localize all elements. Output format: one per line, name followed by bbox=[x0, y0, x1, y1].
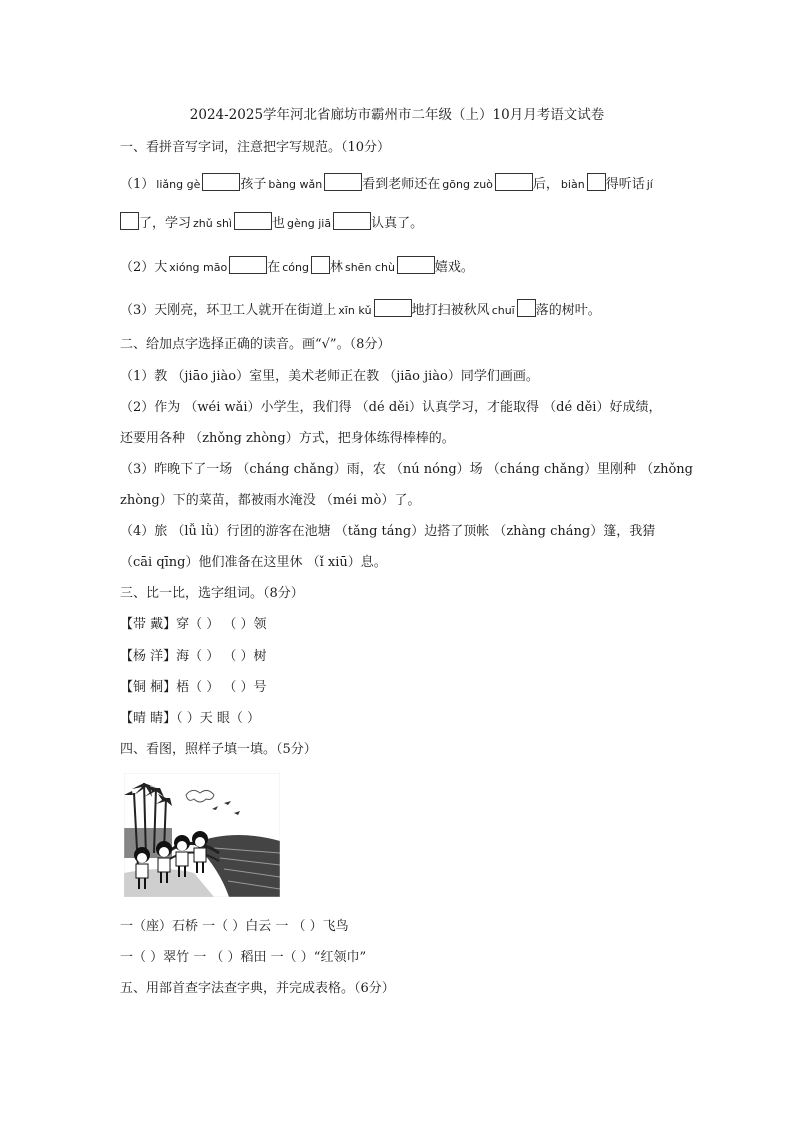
s3-row-2: 【杨 洋】海（ ） （ ）树 bbox=[120, 649, 267, 664]
text: 后， bbox=[532, 177, 559, 192]
s1-question-3 bbox=[120, 299, 601, 318]
text: 嬉戏。 bbox=[434, 260, 474, 275]
text: 认真了。 bbox=[371, 216, 424, 231]
writing-grid-2[interactable] bbox=[397, 256, 435, 274]
text: 落的树叶。 bbox=[535, 303, 601, 318]
writing-grid-2[interactable] bbox=[202, 173, 240, 191]
writing-grid-2[interactable] bbox=[495, 173, 533, 191]
writing-grid-2[interactable] bbox=[333, 212, 371, 230]
pinyin: gōng zuò bbox=[442, 178, 493, 191]
pinyin: chuī bbox=[491, 304, 515, 317]
pinyin: gèng jiā bbox=[287, 217, 332, 230]
writing-grid-1[interactable] bbox=[120, 212, 139, 230]
s4-row-1: 一（座）石桥 一（ ）白云 一 （ ）飞鸟 bbox=[120, 919, 349, 934]
exam-title: 2024-2025学年河北省廊坊市霸州市二年级（上）10月月考语文试卷 bbox=[189, 107, 605, 123]
pinyin: shēn chù bbox=[344, 261, 395, 274]
pinyin: zhǔ shì bbox=[193, 217, 232, 230]
s1-question-1b bbox=[120, 212, 423, 231]
s1-question-1a bbox=[120, 173, 655, 192]
pinyin: xióng māo bbox=[169, 261, 228, 274]
s1-question-2 bbox=[120, 256, 474, 275]
writing-grid-2[interactable] bbox=[324, 173, 362, 191]
pinyin: cóng bbox=[282, 261, 309, 274]
s3-row-3: 【铜 桐】梧（ ） （ ）号 bbox=[120, 680, 267, 695]
s2-line-3: 还要用各种 （zhǒng zhòng）方式，把身体练得棒棒的。 bbox=[120, 431, 455, 446]
scene-illustration bbox=[124, 773, 280, 897]
s2-line-7: （cāi qīng）他们准备在这里休 （ǐ xiū）息。 bbox=[120, 555, 387, 570]
s3-row-4: 【晴 睛】（ ）天 眼（ ） bbox=[120, 711, 261, 726]
s2-line-1: （1）教 （jiāo jiào）室里，美术老师正在教 （jiāo jiào）同学们画画。 bbox=[120, 369, 539, 384]
section-2-heading: 二、给加点字选择正确的读音。画“√”。（8分） bbox=[120, 337, 391, 352]
pinyin: biàn bbox=[560, 178, 585, 191]
s4-row-2: 一（ ）翠竹 一 （ ）稻田 一（ ）“红领巾” bbox=[120, 950, 367, 965]
writing-grid-1[interactable] bbox=[517, 299, 536, 317]
writing-grid-2[interactable] bbox=[234, 212, 272, 230]
s2-line-5: zhòng）下的菜苗，都被雨水淹没 （méi mò）了。 bbox=[120, 493, 421, 508]
text: 了，学习 bbox=[139, 216, 192, 231]
q-number: （1） bbox=[120, 177, 155, 192]
s2-line-6: （4）旅 （lǚ lǜ）行团的游客在池塘 （tǎng táng）边搭了顶帐 （zhàng cháng）篷，我猜 bbox=[120, 524, 656, 539]
writing-grid-2[interactable] bbox=[374, 299, 412, 317]
writing-grid-2[interactable] bbox=[229, 256, 267, 274]
section-5-heading: 五、用部首查字法查字典，并完成表格。（6分） bbox=[120, 981, 395, 996]
text: 也 bbox=[272, 216, 286, 231]
writing-grid-1[interactable] bbox=[311, 256, 330, 274]
s2-line-2: （2）作为 （wéi wǎi）小学生，我们得 （dé děi）认真学习，才能取得 （dé děi）好成绩， bbox=[120, 400, 662, 415]
text: 林 bbox=[329, 260, 343, 275]
text: （3）天刚亮，环卫工人就开在街道上 bbox=[120, 303, 337, 318]
text: 看到老师还在 bbox=[362, 177, 441, 192]
pinyin: bàng wǎn bbox=[268, 178, 323, 191]
section-4-heading: 四、看图，照样子填一填。（5分） bbox=[120, 742, 317, 757]
q-number: （2）大 bbox=[120, 260, 168, 275]
text: 得听话 bbox=[605, 177, 645, 192]
text: 在 bbox=[267, 260, 281, 275]
text: 孩子 bbox=[240, 177, 267, 192]
pinyin: jí bbox=[646, 178, 653, 191]
pinyin: liǎng gè bbox=[156, 178, 201, 191]
text: 地打扫被秋风 bbox=[411, 303, 490, 318]
section-1-heading: 一、看拼音写字词，注意把字写规范。（10分） bbox=[120, 140, 391, 155]
writing-grid-1[interactable] bbox=[587, 173, 606, 191]
pinyin: xīn kǔ bbox=[338, 304, 372, 317]
section-3-heading: 三、比一比，选字组词。（8分） bbox=[120, 586, 304, 601]
s2-line-4: （3）昨晚下了一场 （cháng chǎng）雨，农 （nú nóng）场 （cháng chǎng）里刚种 （zhǒng bbox=[120, 462, 693, 477]
s3-row-1: 【带 戴】穿（ ） （ ）领 bbox=[120, 617, 267, 632]
